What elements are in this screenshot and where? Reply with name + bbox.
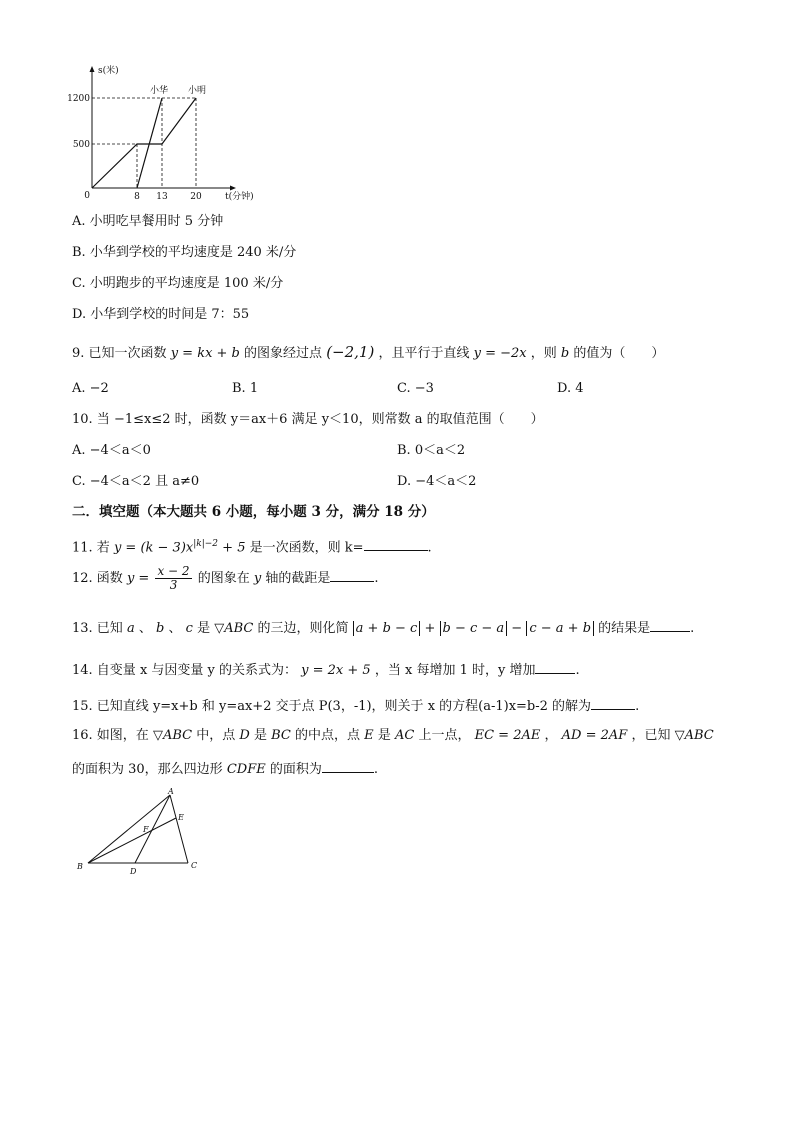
q12-numerator: x − 2 <box>157 564 190 578</box>
q10-option-b: B. 0＜a＜2 <box>397 443 466 458</box>
segment-ac <box>170 795 188 863</box>
q14-text: 14. 自变量 x 与因变量 y 的关系式为： <box>72 663 298 678</box>
q12-period: . <box>374 571 379 586</box>
q16-question-line1 <box>72 727 714 745</box>
q14-question <box>72 659 580 680</box>
tick-13: 13 <box>156 192 168 202</box>
label-f: F <box>143 825 149 834</box>
label-c: C <box>191 861 198 870</box>
label-e: E <box>178 813 184 822</box>
q15-period: . <box>635 699 640 714</box>
section-heading: 二．填空题（本大题共 6 小题，每小题 3 分，满分 18 分） <box>72 504 435 520</box>
q13-text: 、 <box>168 621 182 636</box>
y-axis-arrow <box>90 66 95 72</box>
q11-period: . <box>427 540 432 556</box>
q16-period: . <box>373 762 379 777</box>
q9-variable: b <box>560 346 570 361</box>
q16-text: 中，点 <box>196 728 236 743</box>
q13-text: 的三边，则化简 <box>257 621 349 636</box>
q16-segment-bc: BC <box>271 728 291 743</box>
q9-option-a: A. −2 <box>72 381 109 396</box>
x-axis-arrow <box>230 186 236 191</box>
q15-question <box>72 695 639 716</box>
q9-text: ，则 <box>530 346 557 361</box>
q9-option-d: D. 4 <box>557 381 584 396</box>
q16-condition-ad: AD = 2AF <box>561 728 628 743</box>
q12-text: 12. 函数 <box>72 571 123 586</box>
q12-axis: y <box>253 571 262 586</box>
q13-side-c: c <box>185 621 193 636</box>
x-axis-label: t(分钟) <box>225 192 254 202</box>
q14-period: . <box>575 663 580 678</box>
q13-abs-1: a + b − c <box>353 621 421 636</box>
q16-question-line2 <box>72 758 378 779</box>
q12-answer-blank[interactable] <box>330 567 374 582</box>
series-label-xiaoming: 小明 <box>187 86 207 96</box>
q13-text: 13. 已知 <box>72 621 123 636</box>
tick-500: 500 <box>72 140 90 150</box>
q11-question <box>72 535 432 557</box>
q10-question: 10. 当 −1≤x≤2 时，函数 y＝ax＋6 满足 y＜10，则常数 a 的取值范围（ ） <box>72 412 544 427</box>
q9-text: 的值为（ ） <box>573 346 665 361</box>
series-xiaoming <box>92 98 196 188</box>
q9-question <box>72 343 664 363</box>
tick-1200: 1200 <box>67 94 90 104</box>
q9-option-c: C. −3 <box>397 381 434 396</box>
tick-20: 20 <box>190 192 202 202</box>
q8-option-d: D. 小华到学校的时间是 7：55 <box>72 307 250 322</box>
label-d: D <box>130 867 137 876</box>
q15-text: 15. 已知直线 y=x+b 和 y=ax+2 交于点 P(3，-1)，则关于 x 的方程(a-1)x=b-2 的解为 <box>72 699 592 714</box>
q11-function: y = (k − 3)x <box>113 540 194 556</box>
q16-text: 上一点， <box>418 728 471 743</box>
q10-options-row1 <box>72 442 772 460</box>
q9-option-b: B. 1 <box>232 381 259 396</box>
q12-function: y = <box>126 571 150 586</box>
q16-text: 的面积为 30，那么四边形 <box>72 762 223 777</box>
y-axis-label: s(米) <box>98 66 119 76</box>
q13-answer-blank[interactable] <box>650 617 690 632</box>
q16-triangle: ▽ABC <box>674 728 714 743</box>
q13-text: 、 <box>138 621 152 636</box>
segment-be <box>88 818 176 863</box>
q13-period: . <box>690 621 695 636</box>
q9-line: y = −2x <box>473 346 527 361</box>
q16-triangle: ▽ABC <box>152 728 193 743</box>
q11-text: 11. 若 <box>72 540 110 556</box>
q13-operator: − <box>507 621 527 636</box>
q14-text: ，当 x 每增加 1 时，y 增加 <box>374 663 536 678</box>
q10-option-d: D. −4＜a＜2 <box>397 474 477 489</box>
distance-time-graph <box>67 58 270 202</box>
q13-side-a: a <box>126 621 135 636</box>
q16-point-d: D <box>239 728 250 743</box>
q14-answer-blank[interactable] <box>535 659 575 674</box>
q16-quadrilateral: CDFE <box>226 762 266 777</box>
q16-segment-ac: AC <box>394 728 415 743</box>
q9-text: 9. 已知一次函数 <box>72 346 167 361</box>
q16-text: 的面积为 <box>269 762 322 777</box>
q9-options <box>72 380 772 398</box>
series-label-xiaohua: 小华 <box>149 86 169 96</box>
q16-text: 是 <box>377 728 391 743</box>
q8-option-a: A. 小明吃早餐用时 5 分钟 <box>72 214 224 229</box>
q11-text: 是一次函数，则 k= <box>249 540 364 556</box>
triangle-figure <box>72 785 207 880</box>
q13-side-b: b <box>156 621 165 636</box>
segment-ab <box>88 795 170 863</box>
q8-option-b: B. 小华到学校的平均速度是 240 米/分 <box>72 245 297 260</box>
q9-function: y = kx + b <box>170 346 240 361</box>
q14-function: y = 2x + 5 <box>301 663 371 678</box>
q12-fraction <box>155 565 191 592</box>
q11-constant: + 5 <box>218 540 246 556</box>
q13-abs-3: c − a + b <box>526 621 594 636</box>
q8-option-c: C. 小明跑步的平均速度是 100 米/分 <box>72 276 284 291</box>
q12-text: 的图象在 <box>197 571 250 586</box>
q16-text: ， <box>544 728 558 743</box>
q12-question <box>72 565 379 593</box>
segment-ad <box>135 795 170 863</box>
q12-text: 轴的截距是 <box>265 571 331 586</box>
q16-point-e: E <box>364 728 374 743</box>
label-b: B <box>77 862 83 871</box>
q13-operator: + <box>420 621 440 636</box>
q16-text: 的中点，点 <box>295 728 361 743</box>
origin-label: 0 <box>84 191 90 201</box>
q16-condition-ec: EC = 2AE <box>474 728 541 743</box>
q16-text: 16. 如图，在 <box>72 728 149 743</box>
q12-denominator: 3 <box>169 578 178 592</box>
q13-abs-2: b − c − a <box>440 621 508 636</box>
q13-text: 的结果是 <box>598 621 651 636</box>
q16-text: 是 <box>253 728 267 743</box>
tick-8: 8 <box>134 192 140 202</box>
q13-triangle: ▽ABC <box>214 621 254 636</box>
series-xiaohua <box>137 98 162 188</box>
q10-options-row2 <box>72 473 772 491</box>
q9-point: (−2,1) <box>326 343 375 361</box>
q11-answer-blank[interactable] <box>364 536 428 551</box>
q15-answer-blank[interactable] <box>591 695 635 710</box>
q9-text: 的图象经过点 <box>244 346 323 361</box>
q9-text: ，且平行于直线 <box>378 346 470 361</box>
q11-exponent: |k|−2 <box>193 539 219 549</box>
q13-question <box>72 617 694 638</box>
q13-text: 是 <box>197 621 211 636</box>
q10-option-a: A. −4＜a＜0 <box>72 443 151 458</box>
q16-text: ，已知 <box>631 728 671 743</box>
q10-option-c: C. −4＜a＜2 且 a≠0 <box>72 474 200 489</box>
label-a: A <box>168 787 174 796</box>
q16-answer-blank[interactable] <box>322 758 374 773</box>
